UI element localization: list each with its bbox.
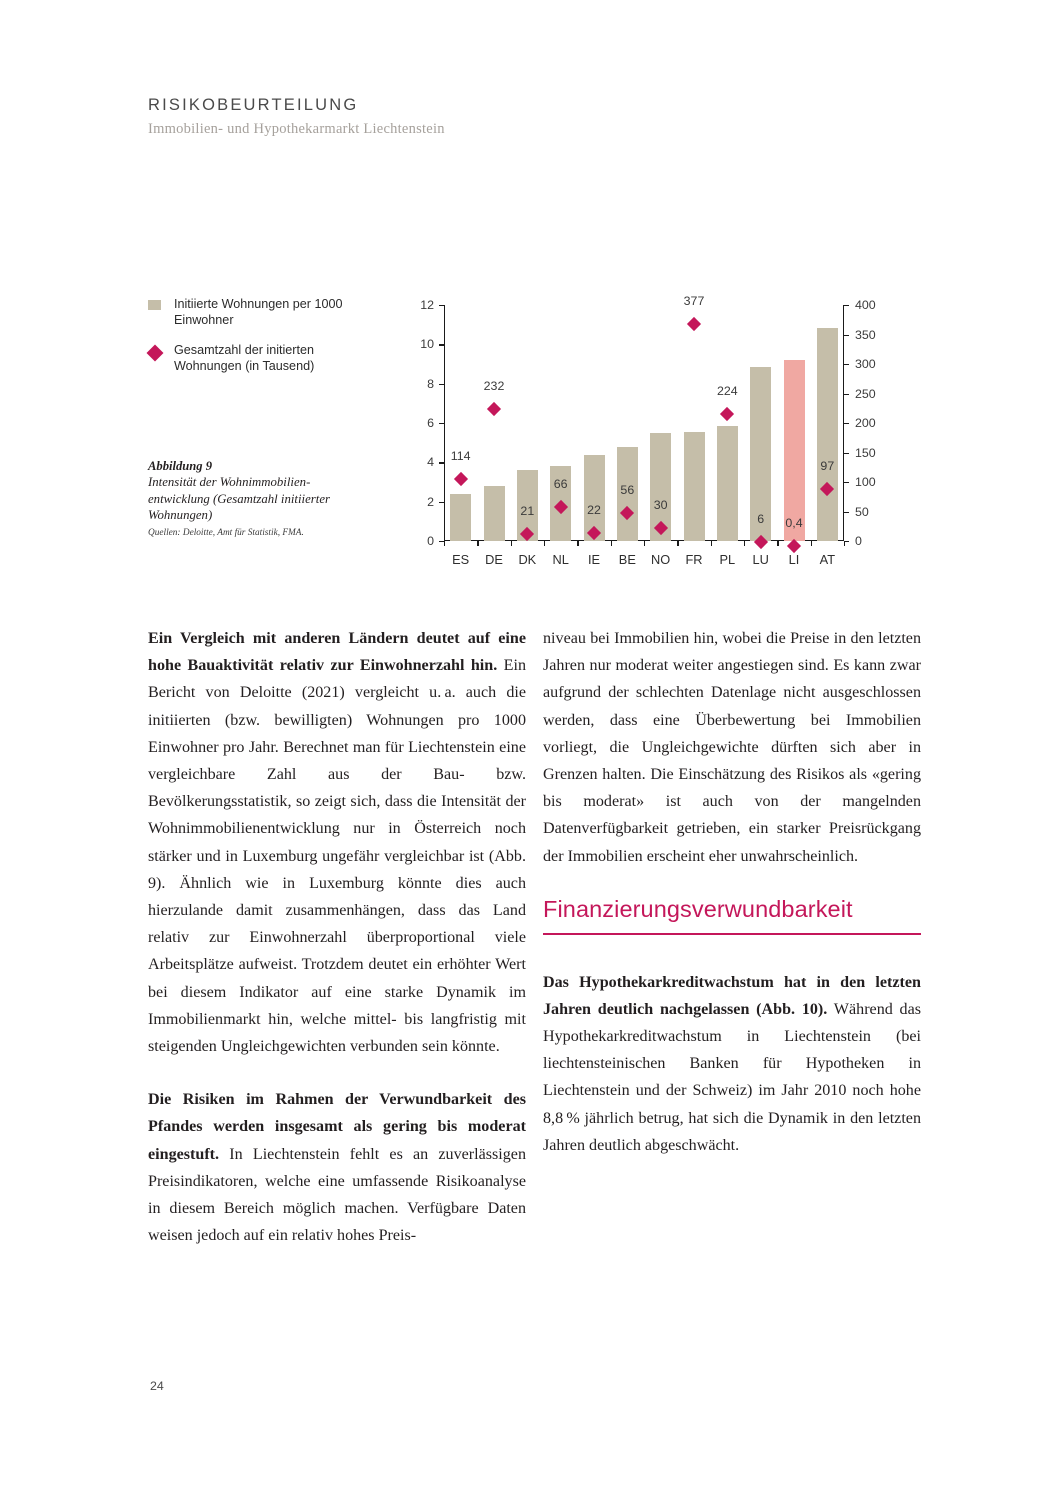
chart-bar [717,426,738,541]
figure-caption-source: Quellen: Deloitte, Amt für Statistik, FMA. [148,527,304,538]
x-axis-category-label: NL [552,552,569,567]
y-axis-left-tick [439,462,444,463]
bar-swatch-icon [148,296,174,310]
chart-plot [420,293,876,567]
x-axis-category-label: IE [587,552,601,567]
y-axis-right-tick-label: 100 [855,475,876,489]
x-axis-tick [811,541,812,546]
paragraph-4-body: Während das Hypothekarkreditwachstum in Liechtenstein (bei liechtensteinischen Banken für Hypotheken in Liechtenstein und der Schweiz) im Jahr 2010 noch hohe 8,8 % jährlich betrug, hat sich die Dynamik in den letzten Jahren deutlich abgeschwächt. [543,1000,922,1154]
x-axis-category-label: LU [752,552,769,567]
y-axis-left-tick-label: 0 [427,534,434,548]
figure-caption-description: Intensität der Wohnimmobilienentwicklung (Gesamtzahl initiierter Wohnungen) [148,475,330,522]
chart-data-label: 0,4 [785,515,803,530]
x-axis-tick [477,541,478,546]
x-axis-tick [444,541,445,546]
y-axis-right-tick [844,423,849,424]
paragraph-1-body: Ein Bericht von Deloitte (2021) vergleicht u. a. auch die initiierten (bzw. bewilligten) Wohnungen pro 1000 Einwohner pro Jahr. Berechnet man für Liechtenstein eine vergleichbare Zahl aus der Bau- bzw. Bevölkerungsstatistik, so zeigt sich, dass die Intensität der Wohnimmobilienentwicklung nur in Österreich noch stärker und in Luxemburg ungefähr vergleichbar ist (Abb. 9). Ähnlich wie in Luxemburg könnte dies auch hierzulande damit zusammenhängen, dass das Land relativ zur Einwohnerzahl überproportional viele Arbeitsplätze aufweist. Trotzdem deutet ein erhöhter Wert bei diesem Indikator auf eine starke Dynamik im Immobilienmarkt hin, welche mittel- bis langfristig mit steigenden Ungleichgewichten verbunden sein könnte. [148,657,526,1056]
chart-bar [484,486,505,541]
chart-area [372,288,928,588]
y-axis-left-tick [439,502,444,503]
x-axis-tick [511,541,512,546]
chart-data-label: 22 [587,503,601,518]
chart-data-label: 21 [520,503,535,518]
chart-data-label: 66 [553,477,568,492]
x-axis-tick [544,541,545,546]
legend-label-bars: Initiierte Wohnungen per 1000 Einwohner [174,297,343,327]
x-axis-tick [644,541,645,546]
x-axis-tick [711,541,712,546]
chart-data-label: 377 [683,293,705,308]
y-axis-right-tick [844,453,849,454]
y-axis-right-tick-label: 50 [855,504,869,519]
y-axis-right-tick-label: 0 [855,534,862,548]
chart-diamond-marker [454,472,468,486]
paragraph-4 [543,969,921,1159]
y-axis-left-tick [439,305,444,306]
x-axis-category-label: ES [452,552,470,567]
page-number: 24 [150,1379,164,1393]
y-axis-right-tick-label: 250 [855,386,876,401]
paragraph-2-lead: Die Risiken im Rahmen der Verwundbarkeit des Pfandes werden insgesamt als gering bis moderat eingestuft. [148,1091,526,1163]
y-axis-left-tick-label: 2 [427,494,434,509]
page-title: RISIKOBEURTEILUNG [148,96,359,114]
diamond-swatch-icon [148,342,174,359]
legend-item-bars [148,296,363,328]
y-axis-right-tick [844,305,849,306]
y-axis-left-line [444,305,445,541]
chart-bar [450,494,471,541]
figure-9 [148,288,928,588]
section-heading-rule [543,933,921,935]
chart-diamond-marker [687,316,701,330]
figure-caption [148,458,348,540]
y-axis-left-tick-label: 10 [420,337,434,352]
chart-data-label: 114 [450,448,471,463]
chart-bar [684,432,705,541]
x-axis-category-label: LI [788,552,800,567]
x-axis-category-label: PL [719,552,736,567]
chart-legend [148,296,363,388]
paragraph-1-lead: Ein Vergleich mit anderen Ländern deutet auf eine hohe Bauaktivität relativ zur Einwohnerzahl hin. [148,630,526,675]
y-axis-left-tick [439,344,444,345]
legend-item-diamonds [148,342,363,374]
chart-data-label: 232 [483,379,505,394]
legend-label-diamonds: Gesamtzahl der initierten Wohnungen (in Tausend) [174,343,315,373]
x-axis-category-label: DK [518,552,537,567]
chart-data-label: 56 [620,482,635,497]
paragraph-4-lead: Das Hypothekarkreditwachstum hat in den letzten Jahren deutlich nachgelassen (Abb. 10). [543,973,921,1018]
x-axis-category-label: FR [685,552,703,567]
chart-data-label: 30 [653,498,668,513]
y-axis-left-tick-label: 12 [420,298,434,312]
x-axis-tick [744,541,745,546]
page-subtitle: Immobilien- und Hypothekarmarkt Liechtenstein [148,120,445,137]
y-axis-right-tick [844,482,849,483]
chart-data-label: 6 [757,512,765,527]
section-heading-finanzierungsverwundbarkeit: Finanzierungsverwundbarkeit [543,895,853,922]
y-axis-right-tick-label: 150 [855,445,876,460]
page-header [148,95,648,138]
paragraph-3: niveau bei Immobilien hin, wobei die Preise in den letzten Jahren nur moderat weiter angestiegen sind. Es kann zwar aufgrund der schlechten Datenlage nicht ausgeschlossen werden, dass eine Überbewertung bei Immobilien vorliegt, die Ungleichgewichte dürften sich aber in Grenzen halten. Die Einschätzung des Risikos als «gering bis moderat» ist auch von der mangelnden Datenverfügbarkeit getrieben, ein starker Preisrückgang der Immobilien erscheint eher unwahrscheinlich. [543,630,921,865]
figure-caption-title: Abbildung 9 [148,459,213,473]
y-axis-right-tick [844,335,849,336]
y-axis-right-tick-label: 400 [855,298,876,312]
y-axis-right-tick-label: 350 [855,327,876,342]
paragraph-2-body: In Liechtenstein fehlt es an zuverlässigen Preisindikatoren, welche eine umfassende Risikoanalyse in diesem Bereich möglich machen. Verfügbare Daten weisen jedoch auf ein relativ hohes Preis- [148,1145,526,1245]
paragraph-2 [148,1086,526,1249]
x-axis-tick [611,541,612,546]
x-axis-tick [677,541,678,546]
x-axis-category-label: NO [651,552,671,567]
chart-bar [784,360,805,541]
body-column-left [148,625,526,1249]
body-column-right [543,625,921,1159]
y-axis-left-tick-label: 4 [427,455,434,470]
chart-data-label: 97 [820,458,835,473]
y-axis-right-tick [844,512,849,513]
paragraph-1 [148,625,526,1060]
chart-bar [817,328,838,541]
y-axis-right-tick [844,394,849,395]
y-axis-left-tick-label: 6 [427,416,434,430]
y-axis-left-tick-label: 8 [427,376,434,391]
x-axis-category-label: BE [618,552,636,567]
y-axis-right-tick [844,364,849,365]
y-axis-left-tick [439,423,444,424]
x-axis-tick [844,541,845,546]
x-axis-tick [777,541,778,546]
y-axis-right-tick-label: 200 [855,416,876,430]
y-axis-left-tick [439,384,444,385]
x-axis-tick [577,541,578,546]
x-axis-category-label: AT [819,552,836,567]
chart-data-label: 224 [716,383,738,398]
x-axis-category-label: DE [485,552,503,567]
y-axis-right-tick-label: 300 [855,357,876,371]
chart-diamond-marker [720,407,734,421]
chart-diamond-marker [487,402,501,416]
